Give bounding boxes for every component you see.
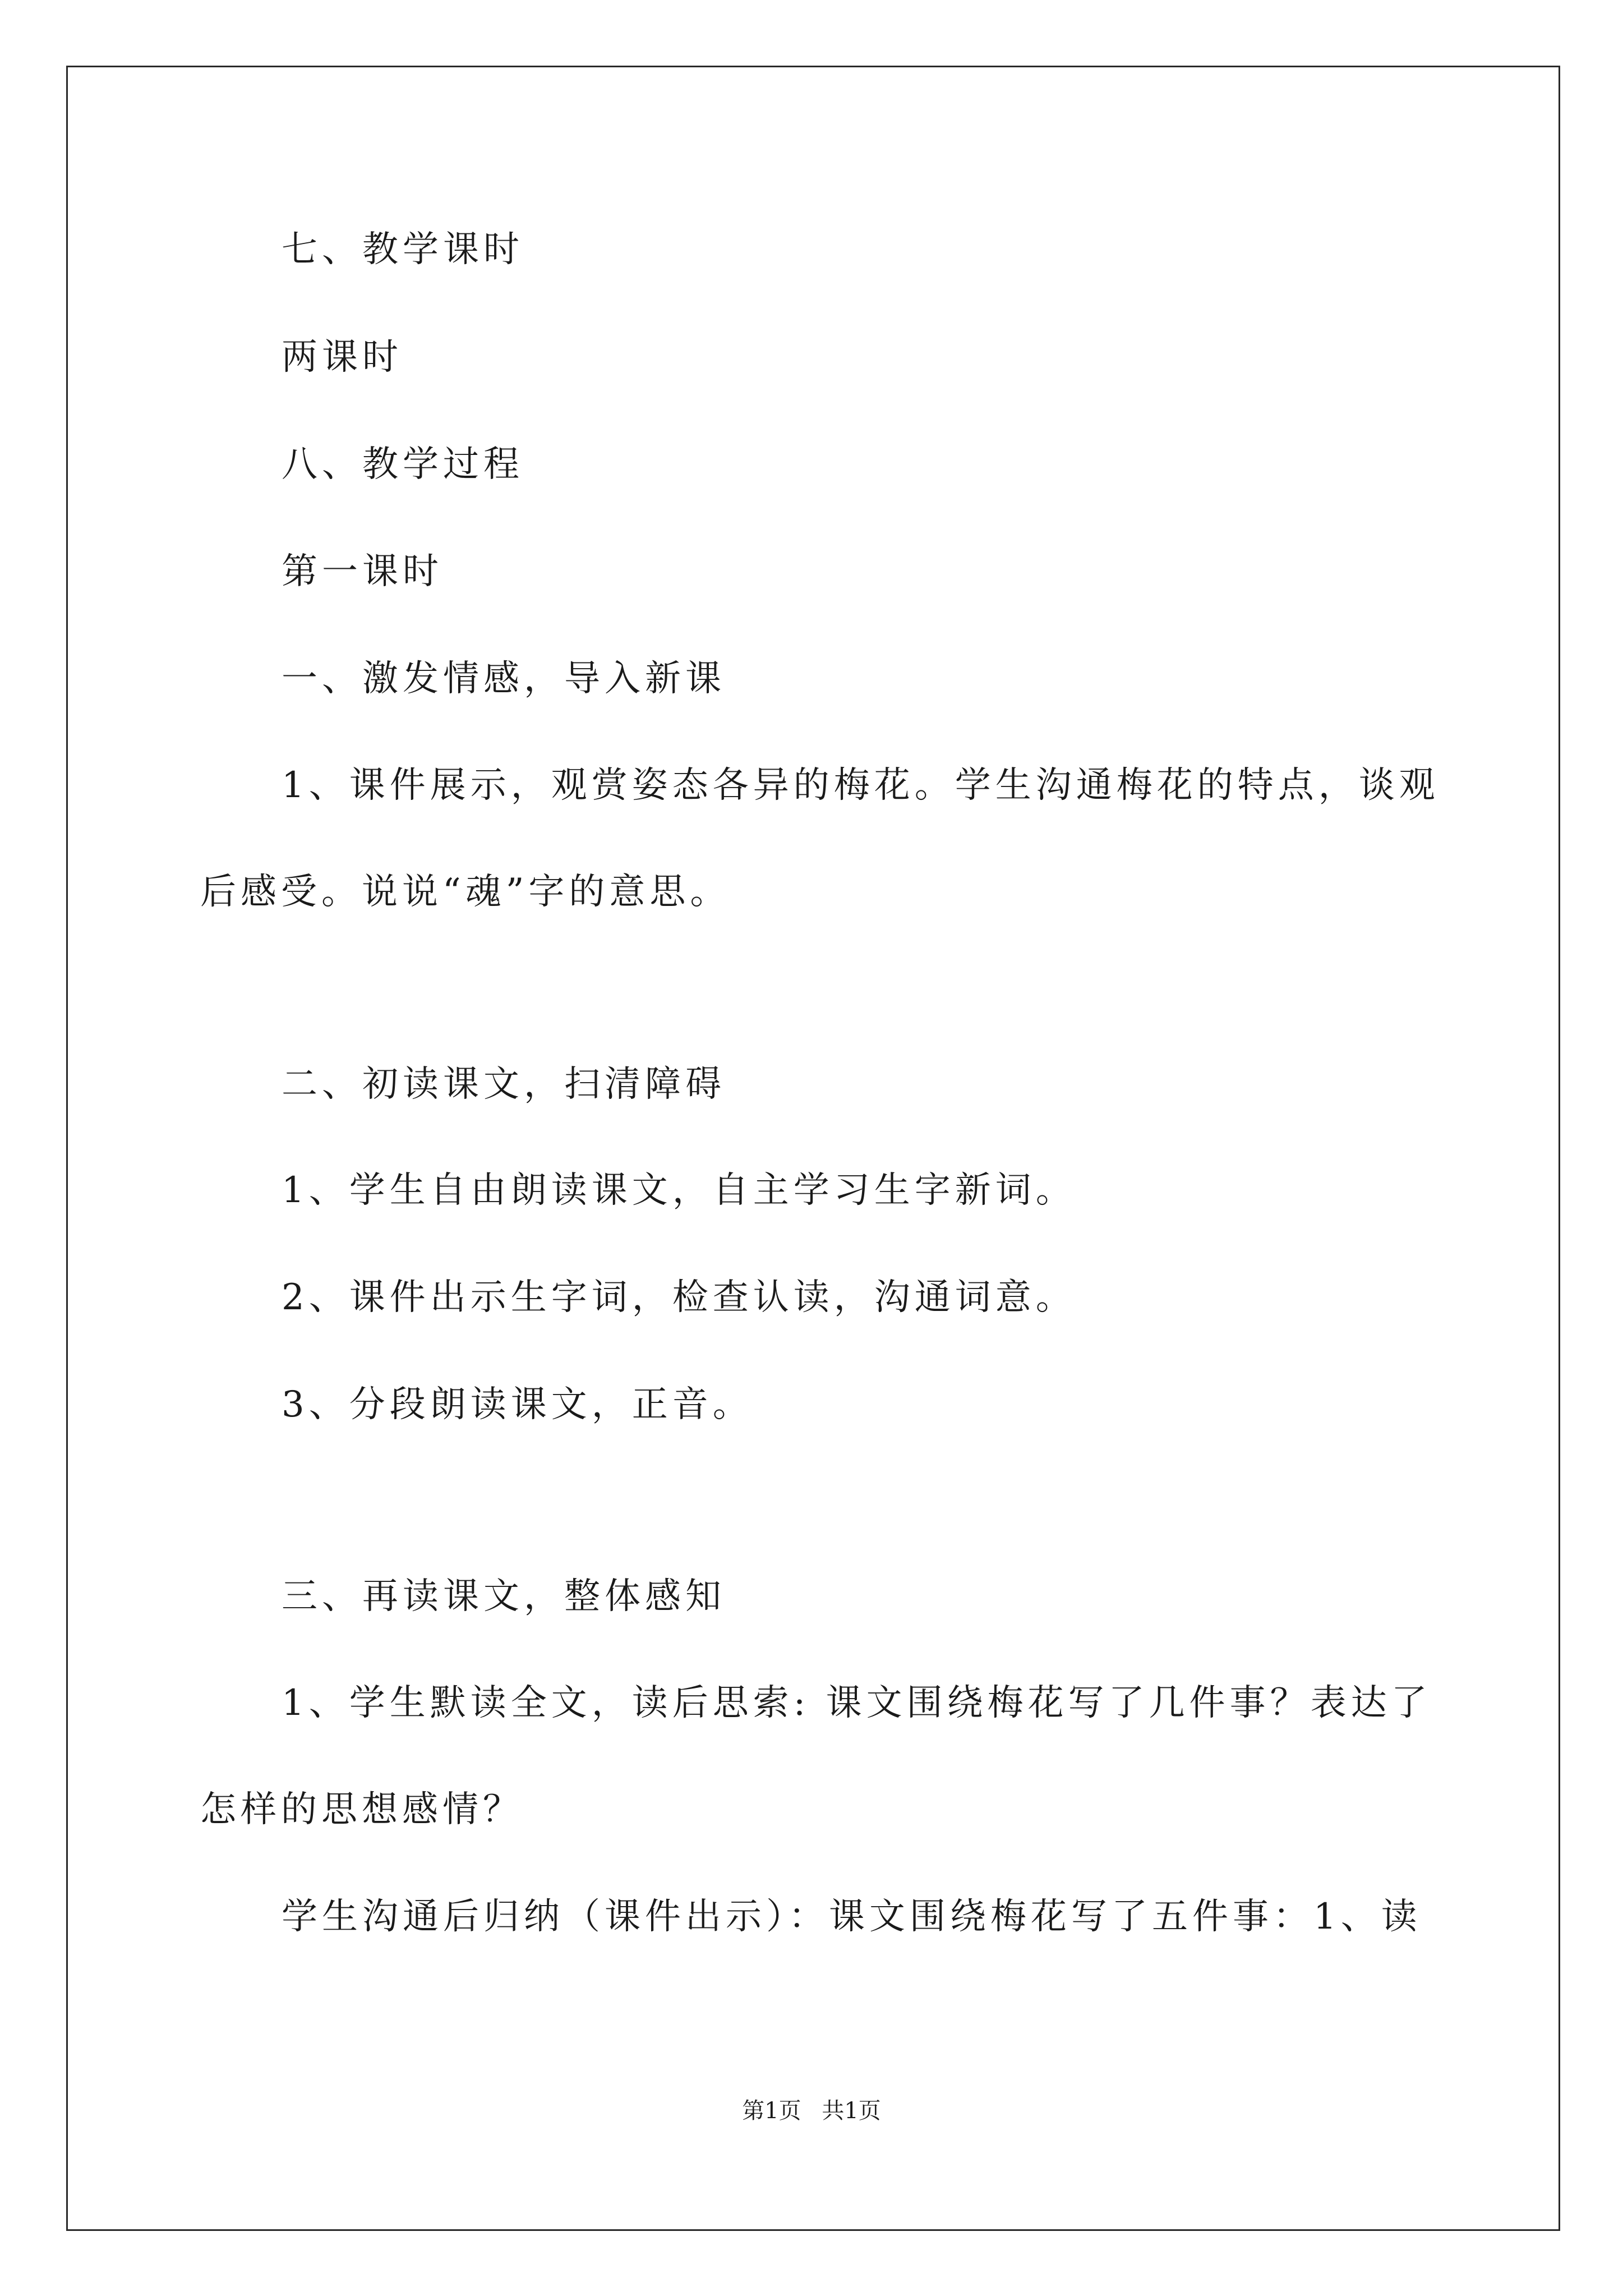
paragraph-text: 学生沟通后归纳（课件出示）：课文围绕梅花写了五件事：1、读 — [282, 1896, 1422, 1938]
section-heading-2: 二、初读课文，扫清障碍 — [282, 1064, 726, 1105]
page-total: 共1页 — [822, 2098, 881, 2124]
paragraph-text: 3、分段朗读课文，正音。 — [282, 1384, 753, 1425]
paragraph-continuation: 怎样的思想感情？ — [200, 1789, 523, 1830]
page-number: 第1页 — [742, 2098, 801, 2124]
heading-teaching-hours: 七、教学课时 — [282, 229, 524, 270]
paragraph-text: 1、学生自由朗读课文，自主学习生字新词。 — [282, 1170, 1076, 1211]
paragraph-text: 1、课件展示，观赏姿态各异的梅花。学生沟通梅花的特点，谈观 — [282, 765, 1440, 806]
paragraph-text: 2、课件出示生字词，检查认读，沟通词意。 — [282, 1277, 1076, 1318]
section-heading-3: 三、再读课文，整体感知 — [282, 1576, 726, 1617]
paragraph-text: 两课时 — [282, 337, 403, 378]
page-footer — [0, 2097, 1623, 2125]
heading-first-lesson: 第一课时 — [282, 551, 443, 592]
section-heading-1: 一、激发情感，导入新课 — [282, 658, 726, 700]
paragraph-text: 1、学生默读全文，读后思索: 课文围绕梅花写了几件事？表达了 — [282, 1682, 1432, 1724]
heading-teaching-process: 八、教学过程 — [282, 444, 524, 485]
paragraph-continuation: 后感受。说说“魂”字的意思。 — [200, 871, 731, 913]
